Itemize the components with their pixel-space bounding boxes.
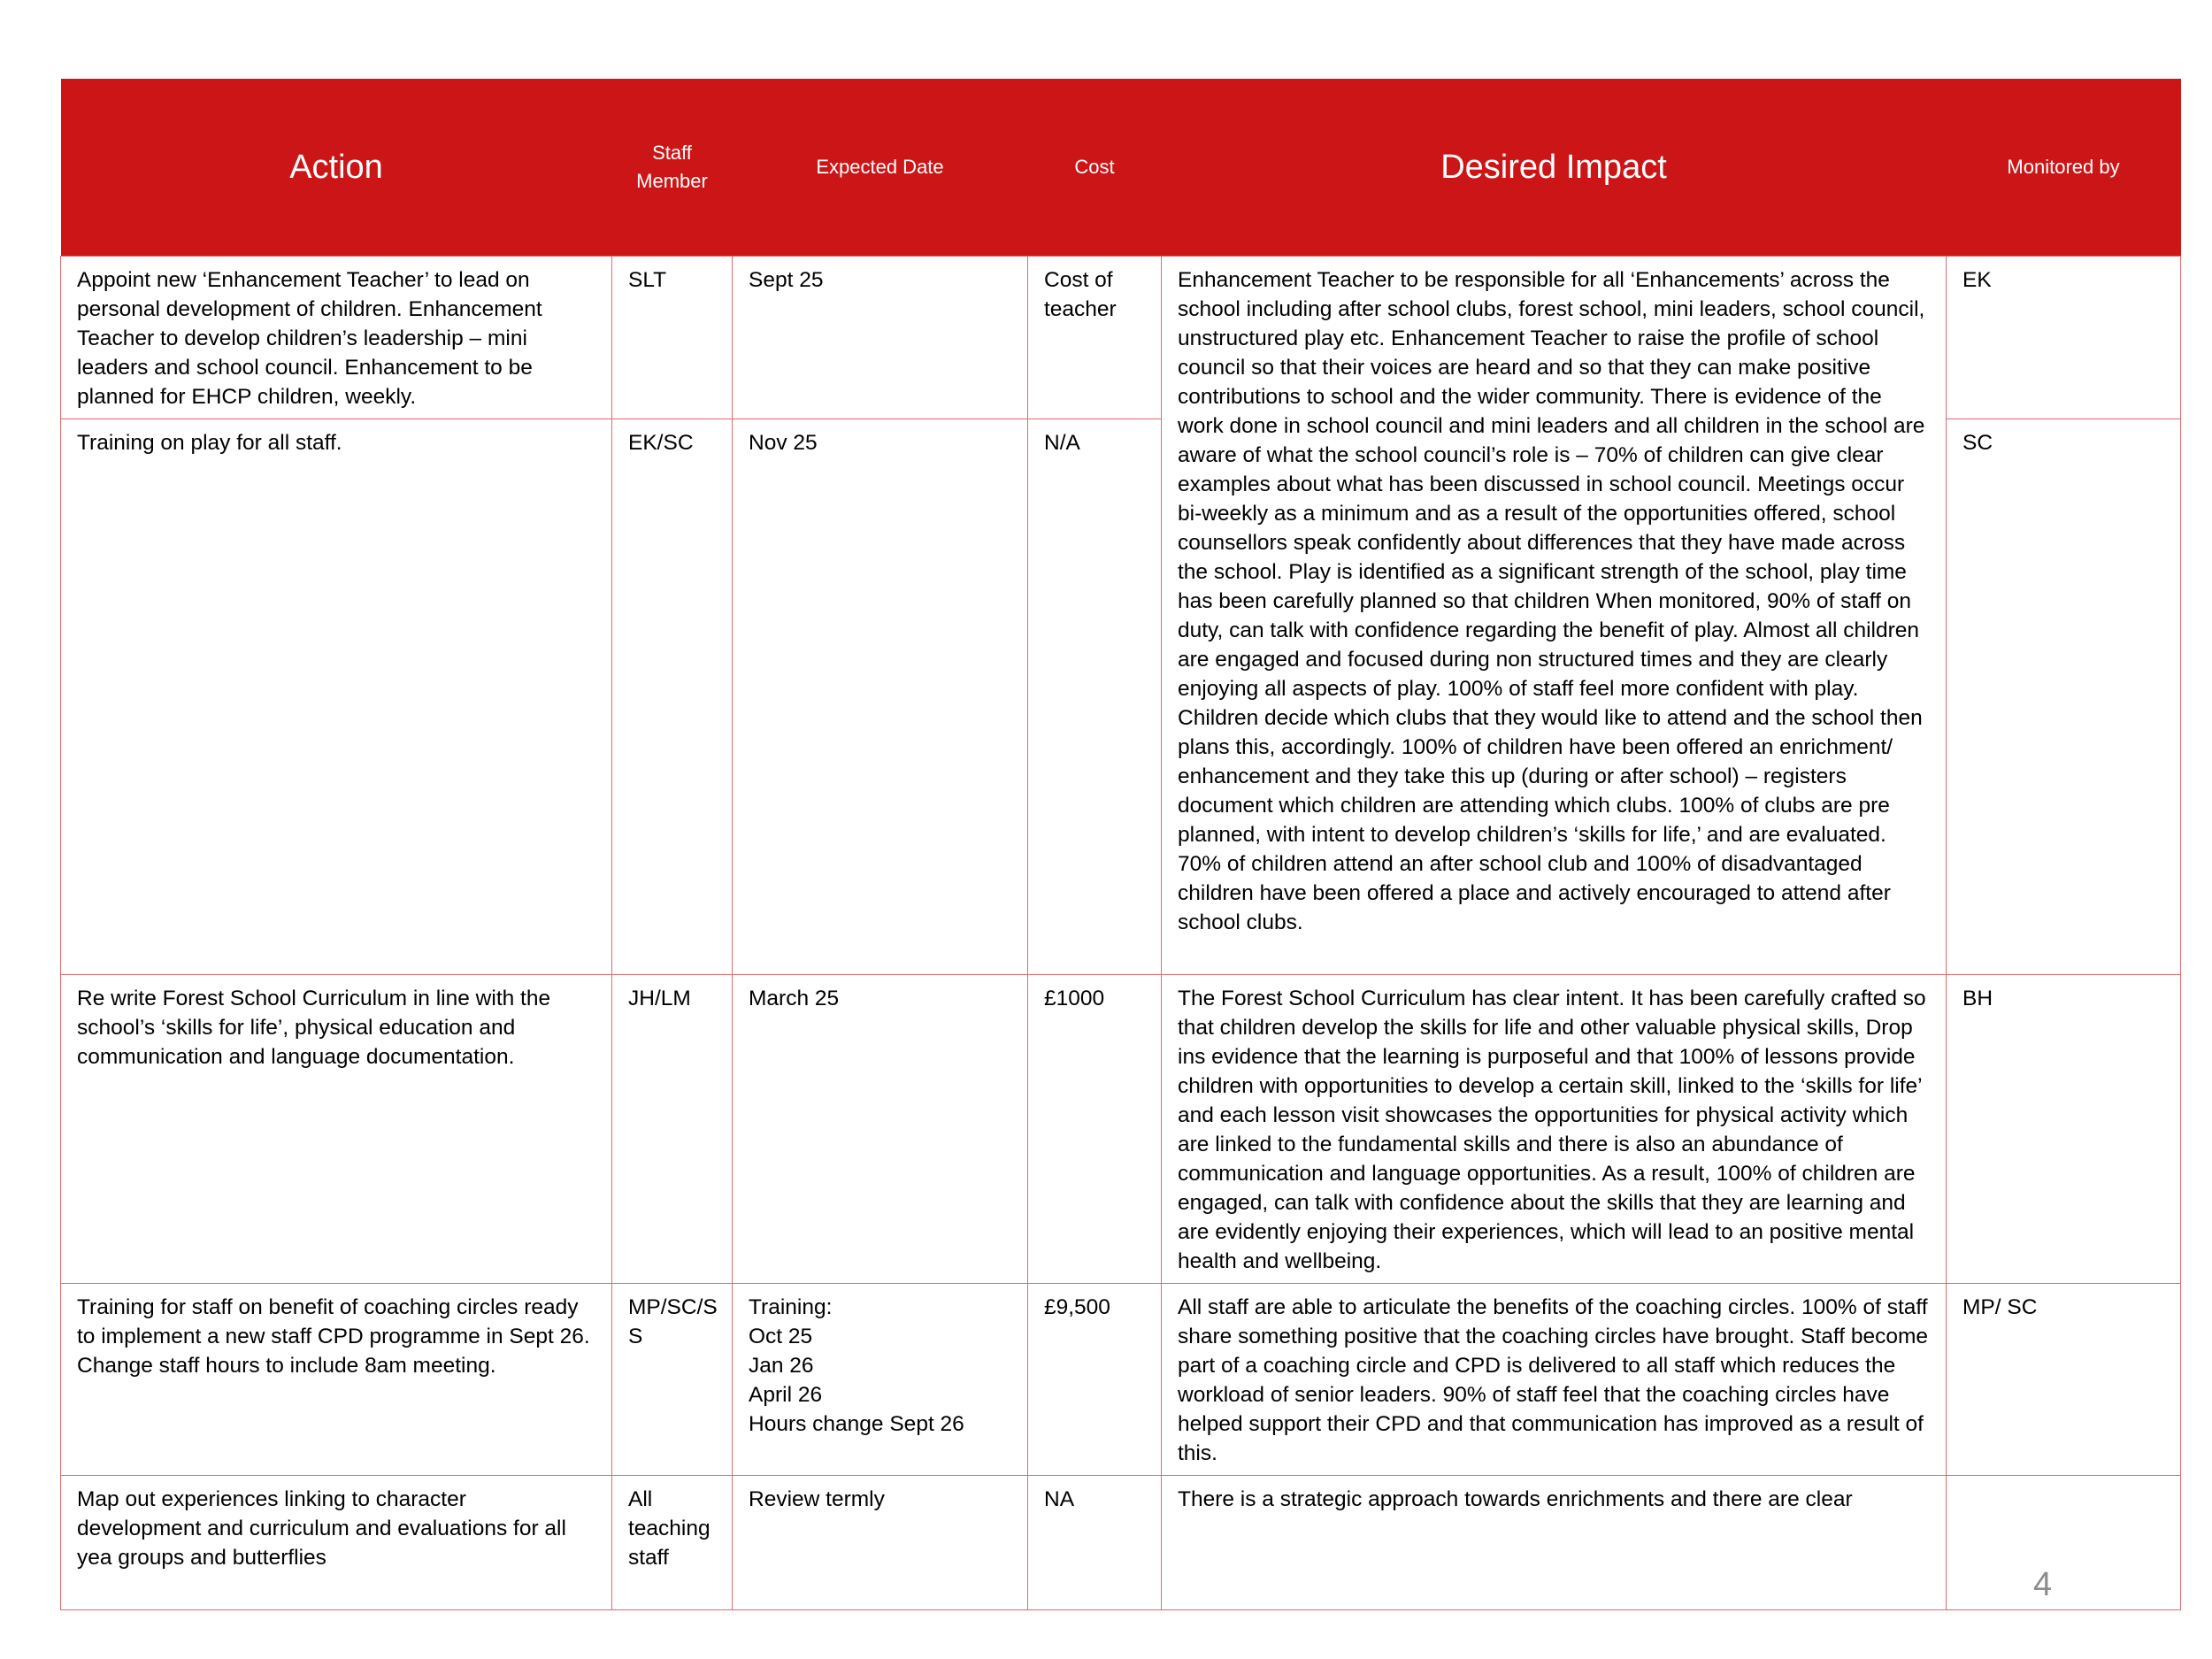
date-cell: Nov 25: [733, 419, 1028, 975]
header-staff-member: Staff Member: [612, 79, 733, 257]
date-cell: Review termly: [733, 1476, 1028, 1610]
impact-cell: Enhancement Teacher to be responsible for all ‘Enhancements’ across the school including after school clubs, forest school, mini leaders, school council, unstructured play etc. Enhancement Teacher to raise the profile of school council so that their voices are heard and so that they can make positive contributions to school and the wider community. There is evidence of the work done in school council and mini leaders and all children in the school are aware of what the school council’s role is – 70% of children can give clear examples about what has been discussed in school council. Meetings occur bi-weekly as a minimum and as a result of the opportunities offered, school counsellors speak confidently about differences that they have made across the school. Play is identified as a significant strength of the school, play time has been carefully planned so that children When monitored, 90% of staff on duty, can talk with confidence regarding the benefit of play. Almost all children are engaged and focused during non structured times and they are clearly enjoying all aspects of play. 100% of staff feel more confident with play. Children decide which clubs that they would like to attend and the school then plans this, accordingly. 100% of children have been offered an enrichment/ enhancement and they take this up (during or after school) – registers document which children are attending which clubs. 100% of clubs are pre planned, with intent to develop children’s ‘skills for life,’ and are evaluated. 70% of children attend an after school club and 100% of disadvantaged children have been offered a place and actively encouraged to attend after school clubs.: [1162, 257, 1947, 975]
staff-cell: All teaching staff: [612, 1476, 733, 1610]
action-cell: Training on play for all staff.: [61, 419, 612, 975]
cost-cell: Cost of teacher: [1028, 257, 1162, 419]
action-cell: Re write Forest School Curriculum in line with the school’s ‘skills for life’, physical education and communication and language documentation.: [61, 975, 612, 1284]
monitored-cell: MP/ SC: [1947, 1284, 2181, 1476]
table-row: [61, 975, 2181, 1284]
cost-cell: £9,500: [1028, 1284, 1162, 1476]
page-number: 4: [2033, 1566, 2053, 1603]
action-cell: Appoint new ‘Enhancement Teacher’ to lead on personal development of children. Enhancement Teacher to develop children’s leadership – mini leaders and school council. Enhancement to be planned for EHCP children, weekly.: [61, 257, 612, 419]
header-action: Action: [61, 79, 612, 257]
impact-cell: There is a strategic approach towards enrichments and there are clear: [1162, 1476, 1947, 1610]
header-row: [61, 79, 2181, 257]
staff-cell: EK/SC: [612, 419, 733, 975]
table-row: [61, 257, 2181, 419]
header-monitored-by: Monitored by: [1947, 79, 2181, 257]
staff-cell: JH/LM: [612, 975, 733, 1284]
monitored-cell: SC: [1947, 419, 2181, 975]
cost-cell: N/A: [1028, 419, 1162, 975]
staff-cell: MP/SC/S S: [612, 1284, 733, 1476]
monitored-cell: EK: [1947, 257, 2181, 419]
header-expected-date: Expected Date: [733, 79, 1028, 257]
action-cell: Training for staff on benefit of coaching circles ready to implement a new staff CPD programme in Sept 26. Change staff hours to include 8am meeting.: [61, 1284, 612, 1476]
action-cell: Map out experiences linking to character development and curriculum and evaluations for all yea groups and butterflies: [61, 1476, 612, 1610]
header-cost: Cost: [1028, 79, 1162, 257]
monitored-cell: BH: [1947, 975, 2181, 1284]
action-plan-table: [60, 79, 2181, 1610]
staff-cell: SLT: [612, 257, 733, 419]
table-row: [61, 1284, 2181, 1476]
date-cell: Sept 25: [733, 257, 1028, 419]
date-cell: March 25: [733, 975, 1028, 1284]
cost-cell: £1000: [1028, 975, 1162, 1284]
impact-cell: All staff are able to articulate the benefits of the coaching circles. 100% of staff share something positive that the coaching circles have brought. Staff become part of a coaching circle and CPD is delivered to all staff which reduces the workload of senior leaders. 90% of staff feel that the coaching circles have helped support their CPD and that communication has improved as a result of this.: [1162, 1284, 1947, 1476]
table-row: [61, 1476, 2181, 1610]
monitored-cell: [1947, 1476, 2181, 1610]
header-desired-impact: Desired Impact: [1162, 79, 1947, 257]
date-cell: Training: Oct 25 Jan 26 April 26 Hours change Sept 26: [733, 1284, 1028, 1476]
cost-cell: NA: [1028, 1476, 1162, 1610]
impact-cell: The Forest School Curriculum has clear intent. It has been carefully crafted so that children develop the skills for life and other valuable physical skills, Drop ins evidence that the learning is purposeful and that 100% of lessons provide children with opportunities to develop a certain skill, linked to the ‘skills for life’ and each lesson visit showcases the opportunities for physical activity which are linked to the fundamental skills and there is also an abundance of communication and language opportunities. As a result, 100% of children are engaged, can talk with confidence about the skills that they are learning and are evidently enjoying their experiences, which will lead to an positive mental health and wellbeing.: [1162, 975, 1947, 1284]
